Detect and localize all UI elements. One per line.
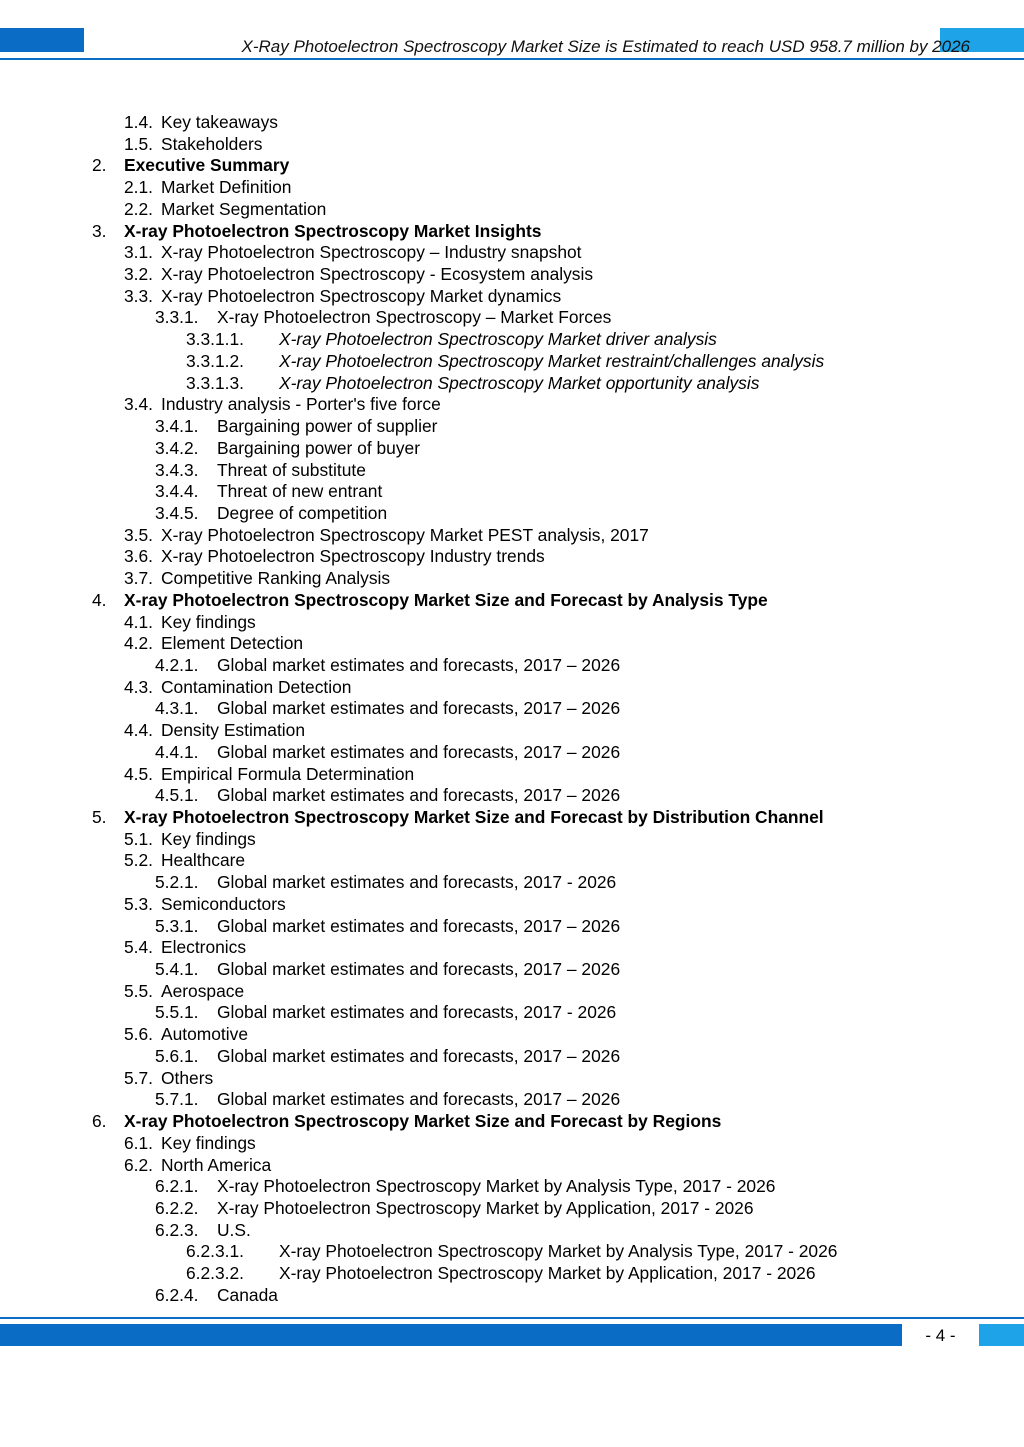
footer-rule	[0, 1317, 1024, 1319]
toc-entry	[0, 612, 1024, 634]
toc-entry-title: Global market estimates and forecasts, 2017 – 2026	[217, 959, 621, 980]
toc-entry	[0, 416, 1024, 438]
toc-entry	[0, 655, 1024, 677]
toc-entry-number: 5.3.	[124, 893, 154, 914]
toc-entry-title: Aerospace	[161, 980, 245, 1001]
toc-entry-number: 4.4.1.	[155, 741, 199, 762]
toc-entry-number: 6.2.2.	[155, 1197, 199, 1218]
toc-entry	[0, 937, 1024, 959]
page-number: - 4 -	[925, 1326, 956, 1345]
toc-entry-number: 4.3.1.	[155, 698, 199, 719]
toc-entry-number: 5.7.1.	[155, 1089, 199, 1110]
toc-entry	[0, 1089, 1024, 1111]
header-rule	[0, 58, 1024, 60]
toc-entry	[0, 199, 1024, 221]
toc-entry	[0, 590, 1024, 612]
toc-entry	[0, 1220, 1024, 1242]
toc-entry-title: X-ray Photoelectron Spectroscopy Market by Analysis Type, 2017 - 2026	[217, 1176, 776, 1197]
toc-entry-title: U.S.	[217, 1219, 251, 1240]
toc-entry-number: 4.1.	[124, 611, 154, 632]
toc-entry	[0, 1024, 1024, 1046]
toc-entry-number: 3.3.1.2.	[186, 350, 245, 371]
toc-entry-title: X-ray Photoelectron Spectroscopy Market Size and Forecast by Analysis Type	[124, 589, 768, 610]
toc-entry-title: Contamination Detection	[161, 676, 352, 697]
toc-entry-number: 5.2.	[124, 850, 154, 871]
toc-entry-title: X-ray Photoelectron Spectroscopy – Industry snapshot	[161, 242, 582, 263]
toc-entry	[0, 764, 1024, 786]
toc-entry	[0, 373, 1024, 395]
toc-entry-title: Global market estimates and forecasts, 2017 - 2026	[217, 1002, 617, 1023]
toc-entry	[0, 785, 1024, 807]
toc-entry	[0, 1068, 1024, 1090]
toc-entry-title: Bargaining power of buyer	[217, 437, 421, 458]
toc-entry-number: 3.3.1.1.	[186, 329, 245, 350]
toc-entry-title: X-ray Photoelectron Spectroscopy Market Insights	[124, 220, 542, 241]
toc-entry-title: X-ray Photoelectron Spectroscopy Market Size and Forecast by Distribution Channel	[124, 807, 824, 827]
toc-entry	[0, 155, 1024, 177]
toc-entry-title: Density Estimation	[161, 720, 306, 741]
toc-entry-title: Market Definition	[161, 177, 292, 198]
toc-entry-title: Others	[161, 1067, 214, 1088]
toc-entry-title: Key takeaways	[161, 112, 278, 132]
toc-entry	[0, 807, 1024, 829]
toc-entry-title: Semiconductors	[161, 893, 286, 914]
toc-entry-number: 3.	[92, 220, 107, 241]
toc-entry	[0, 264, 1024, 286]
toc-entry	[0, 134, 1024, 156]
toc-entry-title: Industry analysis - Porter's five force	[161, 394, 441, 415]
toc-entry-title: Global market estimates and forecasts, 2017 – 2026	[217, 698, 621, 719]
toc-entry-title: Global market estimates and forecasts, 2017 – 2026	[217, 654, 621, 675]
toc-entry	[0, 1263, 1024, 1285]
toc-entry-number: 1.4.	[124, 112, 154, 132]
toc-entry	[0, 916, 1024, 938]
toc-entry-number: 6.2.3.2.	[186, 1263, 245, 1284]
toc-entry	[0, 112, 1024, 134]
toc-entry	[0, 329, 1024, 351]
toc-entry-title: Threat of new entrant	[217, 481, 383, 502]
toc-entry-number: 5.1.	[124, 828, 154, 849]
toc-entry-number: 4.2.1.	[155, 654, 199, 675]
toc-entry-number: 3.4.1.	[155, 416, 199, 437]
toc-entry-title: Executive Summary	[124, 155, 290, 176]
toc-entry-number: 2.1.	[124, 177, 154, 198]
toc-entry	[0, 677, 1024, 699]
toc-entry-number: 4.3.	[124, 676, 154, 697]
toc-entry-number: 3.2.	[124, 264, 154, 285]
toc-entry	[0, 1133, 1024, 1155]
toc-entry	[0, 829, 1024, 851]
toc-entry-title: Global market estimates and forecasts, 2017 – 2026	[217, 741, 621, 762]
toc-entry-number: 3.4.2.	[155, 437, 199, 458]
toc-entry-title: Healthcare	[161, 850, 246, 871]
toc-entry	[0, 894, 1024, 916]
toc-entry-number: 4.	[92, 589, 107, 610]
toc-entry	[0, 720, 1024, 742]
toc-entry-title: X-ray Photoelectron Spectroscopy Market by Application, 2017 - 2026	[217, 1197, 754, 1218]
table-of-contents	[0, 112, 1024, 1307]
toc-entry-number: 4.5.1.	[155, 785, 199, 806]
toc-entry-title: Key findings	[161, 1132, 256, 1153]
toc-entry-number: 1.5.	[124, 133, 154, 154]
toc-entry-title: X-ray Photoelectron Spectroscopy Market Size and Forecast by Regions	[124, 1111, 722, 1132]
toc-entry-number: 5.7.	[124, 1067, 154, 1088]
toc-entry	[0, 568, 1024, 590]
toc-entry	[0, 742, 1024, 764]
toc-entry-number: 5.5.	[124, 980, 154, 1001]
toc-entry-number: 6.2.3.1.	[186, 1241, 245, 1262]
toc-entry-number: 3.5.	[124, 524, 154, 545]
toc-entry-number: 3.3.1.	[155, 307, 199, 328]
toc-entry	[0, 525, 1024, 547]
toc-entry-number: 4.5.	[124, 763, 154, 784]
toc-entry-title: Electronics	[161, 937, 247, 958]
toc-entry-number: 3.1.	[124, 242, 154, 263]
toc-entry-number: 5.3.1.	[155, 915, 199, 936]
toc-entry-title: X-ray Photoelectron Spectroscopy Industry trends	[161, 546, 545, 567]
toc-entry-title: X-ray Photoelectron Spectroscopy Market by Analysis Type, 2017 - 2026	[279, 1241, 838, 1262]
toc-entry-number: 5.4.	[124, 937, 154, 958]
toc-entry	[0, 1285, 1024, 1307]
footer-bar	[0, 1324, 902, 1346]
toc-entry-number: 6.1.	[124, 1132, 154, 1153]
toc-entry-number: 5.6.1.	[155, 1045, 199, 1066]
toc-entry	[0, 1198, 1024, 1220]
toc-entry	[0, 850, 1024, 872]
toc-entry	[0, 633, 1024, 655]
toc-entry	[0, 242, 1024, 264]
toc-entry	[0, 438, 1024, 460]
toc-entry-title: Threat of substitute	[217, 459, 366, 480]
toc-entry-title: X-ray Photoelectron Spectroscopy Market opportunity analysis	[279, 372, 760, 393]
toc-entry	[0, 1241, 1024, 1263]
toc-entry	[0, 1176, 1024, 1198]
toc-entry-number: 6.2.4.	[155, 1284, 199, 1305]
toc-entry	[0, 1046, 1024, 1068]
toc-entry-title: Global market estimates and forecasts, 2017 – 2026	[217, 785, 621, 806]
toc-entry-number: 5.4.1.	[155, 959, 199, 980]
footer-accent-right	[979, 1324, 1024, 1346]
toc-entry-number: 3.7.	[124, 568, 154, 589]
toc-entry	[0, 872, 1024, 894]
toc-entry-title: Degree of competition	[217, 502, 388, 523]
header-accent-left	[0, 28, 84, 52]
toc-entry-number: 5.6.	[124, 1024, 154, 1045]
toc-entry	[0, 481, 1024, 503]
toc-entry	[0, 981, 1024, 1003]
toc-entry-number: 3.3.	[124, 285, 154, 306]
toc-entry-number: 5.2.1.	[155, 872, 199, 893]
toc-entry-number: 6.	[92, 1111, 107, 1132]
toc-entry-title: Empirical Formula Determination	[161, 763, 415, 784]
toc-entry-title: X-ray Photoelectron Spectroscopy Market restraint/challenges analysis	[279, 350, 825, 371]
toc-entry-number: 5.	[92, 807, 107, 827]
toc-entry	[0, 698, 1024, 720]
toc-entry	[0, 177, 1024, 199]
toc-entry	[0, 546, 1024, 568]
toc-entry-title: Key findings	[161, 828, 256, 849]
toc-entry-title: X-ray Photoelectron Spectroscopy Market by Application, 2017 - 2026	[279, 1263, 816, 1284]
toc-entry-title: Stakeholders	[161, 133, 263, 154]
toc-entry	[0, 503, 1024, 525]
toc-entry-number: 3.6.	[124, 546, 154, 567]
toc-entry-number: 6.2.1.	[155, 1176, 199, 1197]
toc-entry-title: X-ray Photoelectron Spectroscopy Market dynamics	[161, 285, 562, 306]
toc-entry-number: 2.	[92, 155, 107, 176]
toc-entry-number: 3.4.5.	[155, 502, 199, 523]
toc-entry	[0, 351, 1024, 373]
toc-entry-title: Market Segmentation	[161, 198, 327, 219]
toc-entry	[0, 1002, 1024, 1024]
toc-entry-title: Global market estimates and forecasts, 2017 – 2026	[217, 1089, 621, 1110]
toc-entry-title: Element Detection	[161, 633, 304, 654]
toc-entry	[0, 959, 1024, 981]
toc-entry-number: 5.5.1.	[155, 1002, 199, 1023]
toc-entry-number: 6.2.	[124, 1154, 154, 1175]
toc-entry	[0, 307, 1024, 329]
toc-entry-title: Competitive Ranking Analysis	[161, 568, 391, 589]
toc-entry-title: X-ray Photoelectron Spectroscopy – Market Forces	[217, 307, 612, 328]
toc-entry	[0, 221, 1024, 243]
toc-entry-title: Key findings	[161, 611, 256, 632]
toc-entry-number: 2.2.	[124, 198, 154, 219]
toc-entry	[0, 460, 1024, 482]
toc-entry	[0, 1111, 1024, 1133]
toc-entry-number: 3.3.1.3.	[186, 372, 245, 393]
toc-entry-title: Canada	[217, 1284, 278, 1305]
toc-entry-number: 3.4.3.	[155, 459, 199, 480]
toc-entry-title: Global market estimates and forecasts, 2017 - 2026	[217, 872, 617, 893]
toc-entry-title: North America	[161, 1154, 272, 1175]
toc-entry-number: 4.4.	[124, 720, 154, 741]
toc-entry-number: 3.4.	[124, 394, 154, 415]
running-header-title: X-Ray Photoelectron Spectroscopy Market Size is Estimated to reach USD 958.7 million by 2026	[241, 37, 970, 56]
toc-entry	[0, 1155, 1024, 1177]
toc-entry	[0, 286, 1024, 308]
toc-entry-title: X-ray Photoelectron Spectroscopy - Ecosystem analysis	[161, 264, 594, 285]
toc-entry-title: X-ray Photoelectron Spectroscopy Market PEST analysis, 2017	[161, 524, 649, 545]
toc-entry-number: 3.4.4.	[155, 481, 199, 502]
toc-entry-title: Global market estimates and forecasts, 2017 – 2026	[217, 1045, 621, 1066]
toc-entry-title: Bargaining power of supplier	[217, 416, 438, 437]
toc-entry	[0, 394, 1024, 416]
toc-entry-number: 6.2.3.	[155, 1219, 199, 1240]
toc-entry-number: 4.2.	[124, 633, 154, 654]
toc-entry-title: Automotive	[161, 1024, 248, 1045]
toc-entry-title: Global market estimates and forecasts, 2017 – 2026	[217, 915, 621, 936]
toc-entry-title: X-ray Photoelectron Spectroscopy Market driver analysis	[279, 329, 717, 350]
